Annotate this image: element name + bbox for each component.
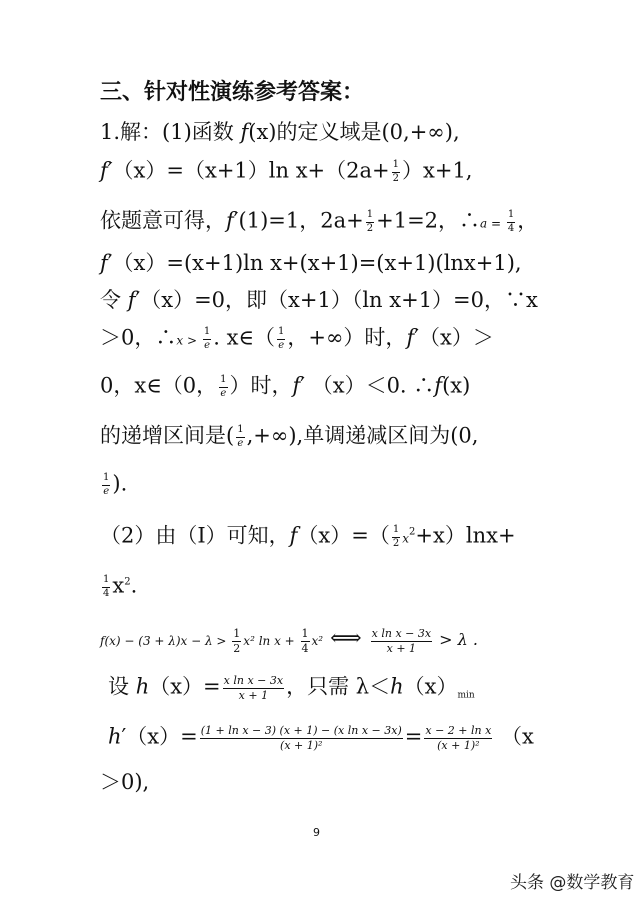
line-9: $\frac{1}{e}$ ). — [103, 471, 128, 497]
line-10: （2）由（Ⅰ）可知，f（x）=（ $\frac{1}{2}$ $x^2+x)\ln x+$ — [100, 523, 516, 549]
line-11: $\frac{1}{4}$ $x^2$. — [103, 573, 138, 599]
line-13: 设 h（x）= $\frac{\text{x ln x − 3x}}{x + 1}$ ，只需 $\lambda<h(x)_{min}$ — [108, 674, 475, 702]
line-8: 的递增区间是( $\frac{1}{e}$ ,+∞),单调递减区间为(0, — [100, 423, 479, 449]
page-number: 9 — [313, 826, 320, 839]
line-6: ＞0，∴x > $\frac{1}{e}$ . x∈（ $\frac{1}{e}$ ，+∞）时，f′（x）＞ — [100, 325, 494, 351]
watermark: 头条 @数学教育 — [510, 873, 635, 893]
line-3: 依题意可得，f′(1)=1，2a+ $\frac{1}{2}$ +1=2，∴a = $\frac{1}{4}$ ， — [100, 208, 539, 234]
line-15: ＞0), — [100, 770, 150, 794]
line-7: 0，x∈（0， $\frac{1}{e}$ ）时，f′ （x）＜0. ∴f(x) — [100, 373, 471, 399]
line-1: 1.解：(1)函数 f(x)的定义域是(0,+∞), — [100, 120, 460, 144]
line-4: f′（x）=(x+1)ln x+(x+1)=(x+1)(lnx+1), — [100, 251, 522, 275]
line-5: 令 f′（x）=0，即（x+1）（ln x+1）=0，∵x — [100, 288, 538, 312]
section-title: 三、针对性演练参考答案： — [100, 80, 365, 105]
line-14: h′（x）= $\frac{\text{(1 + ln x − 3) (x + 1) − (x ln x − 3x)}}{\text{(x + 1)²}}$ = $\frac{\text{x − 2 + ln x}}{\text{(x + 1)²}}$ （x — [108, 724, 534, 752]
inequality-line: f(x) − (3 + λ)x − λ > $\frac{1}{2}$ x² ln x + $\frac{1}{4}$ x² ⟺ $\frac{\text{x ln x − 3x}}{x + 1}$ > λ . — [100, 626, 478, 655]
line-2: f′（x）=（x+1）ln x+（2a+ $\frac{1}{2}$ ）x+1, — [100, 158, 473, 184]
